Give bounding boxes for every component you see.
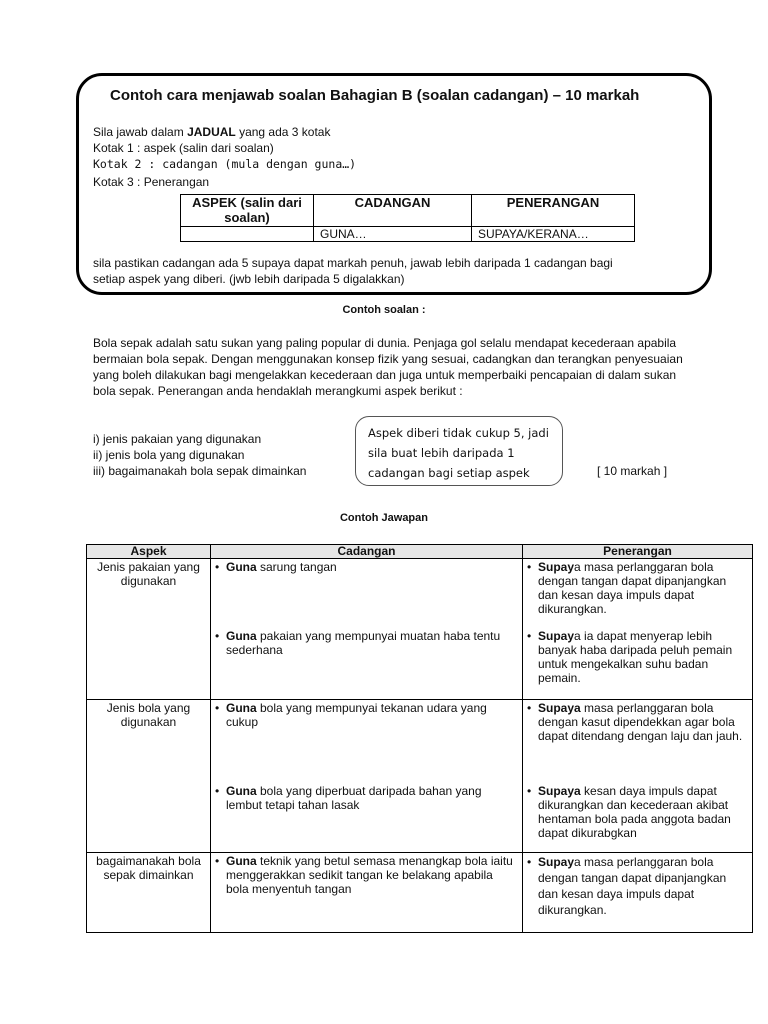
answer-cadangan [211,853,523,933]
explanation: • Supaya masa perlanggaran bola dengan tangan dapat dipanjangkan dan kesan daya impuls dapat dikurangkan. [527,560,748,629]
answer-header-cadangan: Cadangan [211,545,523,559]
answer-penerangan [523,853,753,933]
instruction-kotak-1: Kotak 1 : aspek (salin dari soalan) [93,141,274,155]
format-header-cadangan: CADANGAN [314,195,472,227]
answer-aspek: bagaimanakah bola sepak dimainkan [87,853,211,933]
question-item: ii) jenis bola yang digunakan [93,448,245,462]
answer-aspek: Jenis pakaian yang digunakan [87,559,211,700]
answer-table [86,544,753,933]
table-row [87,853,753,933]
suggestion: • Guna bola yang mempunyai tekanan udara yang cukup [215,701,518,784]
suggestion: • Guna sarung tangan [215,560,518,629]
question-text: Bola sepak adalah satu sukan yang paling popular di dunia. Penjaga gol selalu mendapat kecederaan apabila bermaian bola sepak. Dengan menggunakan konsep fizik yang sesuai, cadangkan dan terangkan penyesuaian yang boleh dilakukan bagi mengelakkan kecederaan dan juga untuk memperbaiki pencapaian di dalam sukan bola sepak. Penerangan anda hendaklah merangkumi aspek berikut : [93,336,683,398]
marks-label: [ 10 markah ] [597,464,668,478]
explanation: • Supaya kesan daya impuls dapat dikurangkan dan kecederaan akibat hentaman bola pada anggota badan dapat dikurabgkan [527,784,748,840]
answer-cadangan [211,700,523,853]
format-header-penerangan: PENERANGAN [472,195,635,227]
answer-heading: Contoh Jawapan [339,512,428,524]
explanation: • Supaya ia dapat menyerap lebih banyak haba daripada peluh pemain untuk mengekalkan suhu badan pemain. [527,629,748,685]
suggestion: • Guna pakaian yang mempunyai muatan haba tentu sederhana [215,629,518,657]
instruction-note-2: setiap aspek yang diberi. (jwb lebih daripada 5 digalakkan) [93,272,405,286]
explanation: • Supaya masa perlanggaran bola dengan tangan dapat dipanjangkan dan kesan daya impuls dapat dikurangkan. [527,854,748,918]
instruction-line-1: Sila jawab dalam JADUAL yang ada 3 kotak [93,125,331,139]
answer-header-penerangan: Penerangan [523,545,753,559]
format-example-aspek [181,227,314,242]
hint-line: cadangan bagi setiap aspek [368,466,530,480]
instruction-kotak-2: Kotak 2 : cadangan (mula dengan guna…) [93,157,357,171]
format-example-cadangan: GUNA… [314,227,472,242]
format-table [180,194,635,242]
hint-line: Aspek diberi tidak cukup 5, jadi [368,426,549,440]
question-item: i) jenis pakaian yang digunakan [93,432,262,446]
instruction-kotak-3: Kotak 3 : Penerangan [93,175,210,189]
explanation: • Supaya masa perlanggaran bola dengan kasut dipendekkan agar bola dapat ditendang dengan laju dan jauh. [527,701,748,784]
format-header-aspek: ASPEK (salin dari soalan) [181,195,314,227]
table-row [87,700,753,853]
answer-cadangan [211,559,523,700]
answer-aspek: Jenis bola yang digunakan [87,700,211,853]
format-example-penerangan: SUPAYA/KERANA… [472,227,635,242]
answer-penerangan [523,700,753,853]
suggestion: • Guna bola yang diperbuat daripada bahan yang lembut tetapi tahan lasak [215,784,518,812]
question-item: iii) bagaimanakah bola sepak dimainkan [93,464,307,478]
instruction-title: Contoh cara menjawab soalan Bahagian B (soalan cadangan) – 10 markah [110,87,640,104]
instruction-note-1: sila pastikan cadangan ada 5 supaya dapat markah penuh, jawab lebih daripada 1 cadangan bagi [93,256,613,270]
answer-penerangan [523,559,753,700]
hint-line: sila buat lebih daripada 1 [368,446,515,460]
question-heading: Contoh soalan : [342,304,426,316]
suggestion: • Guna teknik yang betul semasa menangkap bola iaitu menggerakkan sedikit tangan ke belakang apabila bola menyentuh tangan [215,854,518,896]
answer-header-aspek: Aspek [87,545,211,559]
hint-callout [355,416,563,486]
table-row [87,559,753,700]
